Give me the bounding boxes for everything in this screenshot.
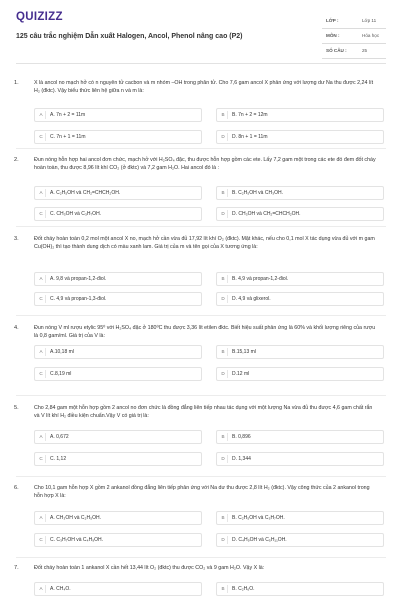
option-letter: B	[219, 348, 228, 356]
option-text: C. CH₃OH và C₃H₇OH.	[50, 210, 102, 217]
meta-table	[322, 14, 386, 59]
option-letter: A	[37, 514, 46, 522]
meta-key: LỚP :	[326, 18, 339, 23]
option-c[interactable]	[34, 367, 202, 381]
meta-key: SỐ CÂU :	[326, 48, 347, 53]
question-number: 1.	[14, 80, 19, 86]
option-a[interactable]	[34, 108, 202, 122]
meta-row-grade	[322, 14, 386, 29]
option-letter: B	[219, 189, 228, 197]
option-letter: D	[219, 295, 228, 303]
option-b[interactable]	[216, 108, 384, 122]
option-text: C. 4,9 và propan-1,3-điol.	[50, 295, 107, 302]
question-text: Đốt cháy hoàn toàn 1 ankanol X cần hết 13,44 lít O₂ (đktc) thu được CO₂ và 9 gam H₂O. Vậy X là:	[34, 565, 265, 571]
option-c[interactable]	[34, 130, 202, 144]
option-a[interactable]	[34, 186, 202, 200]
option-c[interactable]	[34, 533, 202, 547]
meta-value: Lớp 11	[362, 18, 377, 23]
option-text: A. C₂H₅OH và CH₂=CHCH₂OH.	[50, 189, 121, 196]
option-letter: B	[219, 585, 228, 593]
option-letter: A	[37, 111, 46, 119]
option-text: A. 7n + 2 = 11m	[50, 111, 86, 118]
option-text: B. 7n + 2 = 12m	[232, 111, 268, 118]
question-divider	[16, 226, 386, 227]
option-letter: A	[37, 275, 46, 283]
option-letter: D	[219, 210, 228, 218]
option-d[interactable]	[216, 533, 384, 547]
option-text: B. 0,896	[232, 433, 251, 440]
option-letter: D	[219, 133, 228, 141]
question-divider	[16, 476, 386, 477]
option-text: D. 8n + 1 = 11m	[232, 133, 268, 140]
option-d[interactable]	[216, 130, 384, 144]
question-divider	[16, 315, 386, 316]
option-d[interactable]	[216, 367, 384, 381]
option-text: D.12 ml	[232, 370, 250, 377]
question-divider	[16, 148, 386, 149]
option-letter: B	[219, 111, 228, 119]
option-a[interactable]	[34, 582, 202, 596]
option-text: B. C₂H₅OH và CH₃OH.	[232, 189, 283, 196]
option-text: D. 4,9 và glixerol.	[232, 295, 271, 302]
option-text: A. CH₄O.	[50, 585, 71, 592]
option-text: A. CH₃OH và C₂H₅OH.	[50, 514, 101, 521]
option-letter: A	[37, 585, 46, 593]
option-c[interactable]	[34, 452, 202, 466]
meta-value: 25	[362, 48, 368, 53]
option-b[interactable]	[216, 345, 384, 359]
question-text: Cho 10,1 gam hỗn hợp X gồm 2 ankanol đồng đẳng liên tiếp phản ứng với Na dư thu được 2,8 lít H₂ (đktc). Vậy công thức của 2 ankanol trong hỗn hợp X là:	[34, 485, 370, 499]
option-letter: D	[219, 370, 228, 378]
header-divider	[16, 63, 386, 64]
option-letter: C	[37, 210, 46, 218]
option-letter: D	[219, 536, 228, 544]
option-letter: C	[37, 133, 46, 141]
option-text: A.10,18 ml	[50, 348, 74, 355]
option-b[interactable]	[216, 186, 384, 200]
option-letter: A	[37, 433, 46, 441]
question-number: 6.	[14, 485, 19, 491]
option-d[interactable]	[216, 452, 384, 466]
option-text: B.15,13 ml	[232, 348, 256, 355]
option-text: D. 1,344	[232, 455, 251, 462]
option-a[interactable]	[34, 272, 202, 286]
option-c[interactable]	[34, 292, 202, 306]
question-number: 7.	[14, 565, 19, 571]
option-d[interactable]	[216, 292, 384, 306]
question-number: 5.	[14, 405, 19, 411]
option-text: B. 4,9 và propan-1,2-điol.	[232, 275, 289, 282]
meta-value: Hóa học	[362, 33, 380, 38]
option-text: D. CH₃OH và CH₂=CHCH₂OH.	[232, 210, 301, 217]
option-letter: A	[37, 189, 46, 197]
option-letter: B	[219, 275, 228, 283]
option-c[interactable]	[34, 207, 202, 221]
option-text: B. C₂H₅OH và C₃H₇OH.	[232, 514, 285, 521]
option-d[interactable]	[216, 207, 384, 221]
question-number: 3.	[14, 236, 19, 242]
option-text: C. 7n + 1 = 11m	[50, 133, 86, 140]
question-text: X là ancol no mạch hở có n nguyên tử cacbon và m nhóm –OH trong phân tử. Cho 7,6 gam ancol X phản ứng với lượng dư Na thu được 2,24 lít H₂ (đktc). Vậy biểu thức liên hệ giữa n và m là:	[34, 80, 374, 94]
option-text: A. 9,8 và propan-1,2-điol.	[50, 275, 107, 282]
option-b[interactable]	[216, 582, 384, 596]
option-text: C. 1,12	[50, 455, 67, 462]
quizizz-logo: QUIZIZZ	[16, 11, 63, 23]
question-divider	[16, 395, 386, 396]
question-number: 4.	[14, 325, 19, 331]
page-title: 125 câu trắc nghiệm Dẫn xuất Halogen, Ancol, Phenol nâng cao (P2)	[16, 33, 243, 40]
option-letter: C	[37, 370, 46, 378]
option-letter: B	[219, 433, 228, 441]
question-text: Đốt cháy hoàn toàn 0,2 mol một ancol X no, mạch hở cần vừa đủ 17,92 lít khí O₂ (đktc). Mặt khác, nếu cho 0,1 mol X tác dụng vừa đủ với m gam Cu(OH)₂ thì tạo thành dung dịch có màu xanh lam. Giá trị của m và tên gọi của X tương ứng là:	[34, 236, 375, 250]
option-a[interactable]	[34, 430, 202, 444]
question-text: Đun nóng hỗn hợp hai ancol đơn chức, mạch hở với H₂SO₄ đặc, thu được hỗn hợp gồm các ete. Lấy 7,2 gam một trong các ete đó đem đốt cháy hoàn toàn, thu được 8,96 lít khí CO₂ (ở đktc) và 7,2 gam H₂O. Hai ancol đó là :	[34, 157, 376, 171]
option-a[interactable]	[34, 345, 202, 359]
option-text: D. C₄H₉OH và C₅H₁₁OH.	[232, 536, 287, 543]
meta-key: MÔN :	[326, 33, 340, 38]
question-text: Cho 2,84 gam một hỗn hợp gồm 2 ancol no đơn chức là đồng đẳng liên tiếp nhau tác dụng với một lượng Na vừa đủ thu được 4,6 gam chất rắn và V lít khí H₂ điều kiện chuẩn.Vậy V có giá trị là:	[34, 405, 373, 419]
option-b[interactable]	[216, 272, 384, 286]
option-b[interactable]	[216, 511, 384, 525]
meta-row-count	[322, 44, 386, 59]
question-text: Đun nóng V ml rượu etylic 95⁰ với H₂SO₄ đặc ở 180⁰C thu được 3,36 lít etilen đktc. Biết hiệu suất phản ứng là 60% và khối lượng riêng của rượu là 0,8 gam/ml. Giá trị của V là:	[34, 325, 376, 339]
option-letter: C	[37, 536, 46, 544]
option-b[interactable]	[216, 430, 384, 444]
option-letter: C	[37, 295, 46, 303]
option-letter: B	[219, 514, 228, 522]
option-text: C. C₃H₇OH và C₄H₉OH.	[50, 536, 104, 543]
meta-row-subject	[322, 29, 386, 44]
option-letter: A	[37, 348, 46, 356]
question-number: 2.	[14, 157, 19, 163]
option-letter: D	[219, 455, 228, 463]
option-text: A. 0,672	[50, 433, 69, 440]
option-letter: C	[37, 455, 46, 463]
question-divider	[16, 557, 386, 558]
option-text: B. C₂H₆O.	[232, 585, 255, 592]
option-a[interactable]	[34, 511, 202, 525]
option-text: C.8,19 ml	[50, 370, 72, 377]
